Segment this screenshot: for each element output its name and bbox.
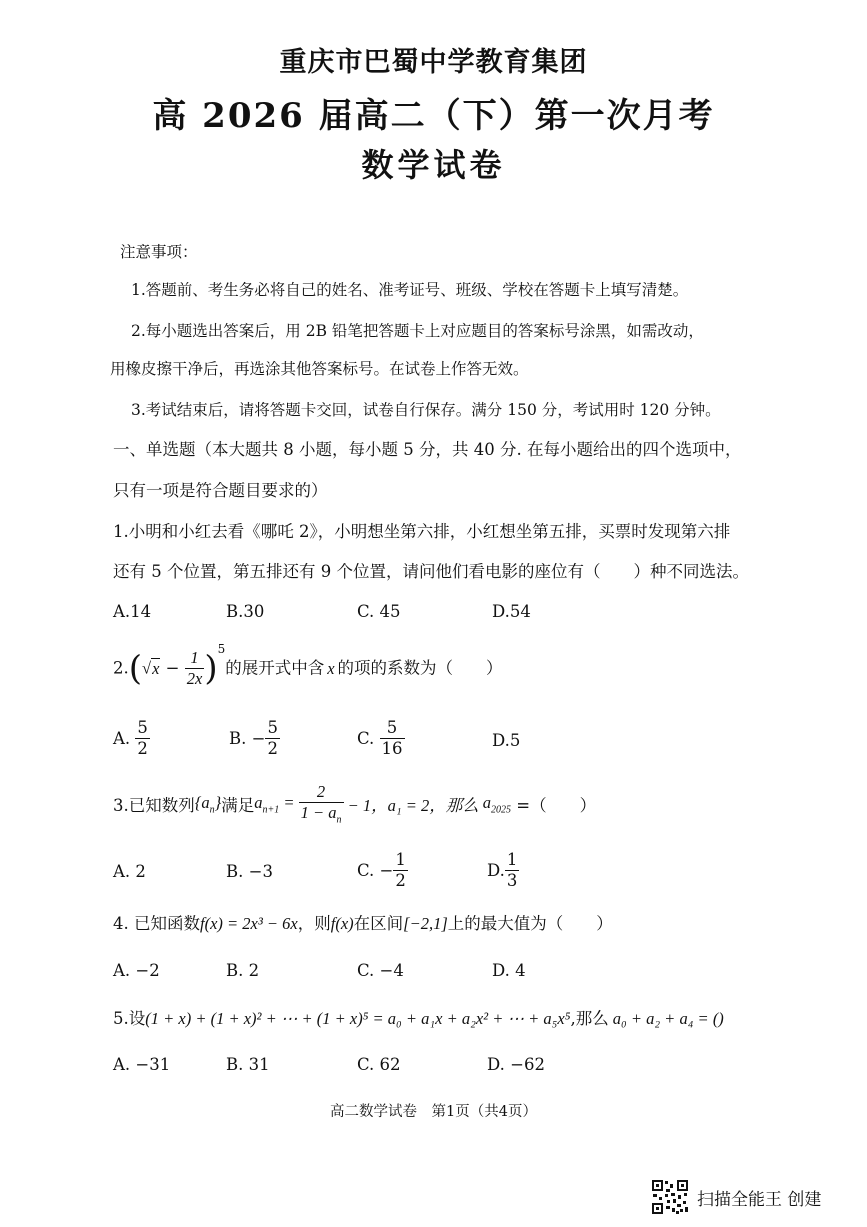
q2-paren-open: ( — [128, 648, 143, 689]
question-2: 2.(√x − $\frac{1}{2x}$ )$^5$的展开式中含 x 的项的系数为（ ） — [113, 641, 503, 689]
school-name: 重庆市巴蜀中学教育集团 — [279, 47, 588, 78]
question-4: 4. 已知函数f(x) = 2x³ − 6x，则f(x)在区间[−2,1]上的最大值为（ ） — [113, 914, 613, 933]
q5-option-c: C. 62 — [357, 1055, 401, 1074]
q1-option-c: C. 45 — [357, 602, 401, 621]
q2-paren-close: ) — [204, 648, 218, 689]
q2-text: 的展开式中含 — [225, 658, 325, 678]
q2-text-end: 的项的系数为（ ） — [337, 658, 503, 678]
q5-option-d: D. −62 — [487, 1055, 545, 1074]
q2-option-a: A. $\frac{5}{2}$ — [113, 718, 148, 758]
notes-item-1: 1.答题前、考生务必将自己的姓名、准考证号、班级、学校在答题卡上填写清楚。 — [131, 281, 689, 299]
qr-code-icon — [651, 1179, 689, 1215]
q2-fraction: $\frac{1}{2x}$ — [186, 648, 203, 688]
notes-item-2b: 用橡皮擦干净后，再选涂其他答案标号。在试卷上作答无效。 — [110, 360, 529, 378]
q5-option-b: B. 31 — [226, 1055, 270, 1074]
section-heading-line1: 一、单选题（本大题共 8 小题，每小题 5 分，共 40 分. 在每小题给出的四个选项中， — [113, 440, 742, 459]
notes-item-3: 3.考试结束后，请将答题卡交回，试卷自行保存。满分 150 分，考试用时 120 分钟。 — [131, 401, 721, 419]
q2-variable: x — [327, 658, 335, 678]
q1-option-a: A.14 — [113, 602, 152, 621]
scanner-label: 扫描全能王 创建 — [697, 1190, 822, 1210]
q2-sqrt: √x — [142, 658, 160, 678]
question-5: 5.设(1 + x) + (1 + x)² + ⋯ + (1 + x)⁵ = a₀ + a₁x + a₂x² + ⋯ + a₅x⁵,那么 a₀ + a₂ + a₄ = () — [113, 1009, 724, 1028]
scanner-watermark — [651, 1179, 851, 1215]
q4-option-d: D. 4 — [492, 961, 526, 980]
notes-item-2a: 2.每小题选出答案后，用 2B 铅笔把答题卡上对应题目的答案标号涂黑，如需改动， — [131, 322, 704, 340]
q2-option-d: D.5 — [492, 731, 521, 750]
q4-option-c: C. −4 — [357, 961, 404, 980]
question-3: 3.已知数列$\{a_n\}$满足$a_{n+1}$ = $\frac{2}{1 - a_n}$ − 1，a₁ = 2，那么 $a_{2025}$ =（ ） — [113, 782, 597, 826]
q4-option-a: A. −2 — [113, 961, 160, 980]
section-heading-line2: 只有一项是符合题目要求的） — [113, 481, 328, 500]
q2-option-b: B. − $\frac{5}{2}$ — [229, 718, 278, 758]
exam-title: 高 2026 届高二（下）第一次月考 — [152, 96, 715, 136]
subject-title: 数学试卷 — [361, 146, 506, 184]
q2-option-c: C. $\frac{5}{16}$ — [357, 718, 403, 758]
q3-option-d: D. $\frac{1}{3}$ — [487, 850, 518, 890]
q3-option-a: A. 2 — [113, 862, 146, 881]
q1-option-b: B.30 — [226, 602, 265, 621]
question-1-line2: 还有 5 个位置，第五排还有 9 个位置，请问他们看电影的座位有（ ）种不同选法。 — [113, 562, 749, 581]
page-footer: 高二数学试卷 第1页（共4页） — [330, 1104, 537, 1120]
q2-number: 2. — [113, 658, 129, 678]
q3-option-b: B. −3 — [226, 862, 273, 881]
question-1-line1: 1.小明和小红去看《哪吒 2》，小明想坐第六排，小红想坐第五排，买票时发现第六排 — [113, 522, 731, 541]
q1-option-d: D.54 — [492, 602, 531, 621]
notes-heading: 注意事项： — [120, 243, 198, 261]
q5-option-a: A. −31 — [113, 1055, 171, 1074]
q3-option-c: C. − $\frac{1}{2}$ — [357, 850, 406, 890]
q4-option-b: B. 2 — [226, 961, 260, 980]
